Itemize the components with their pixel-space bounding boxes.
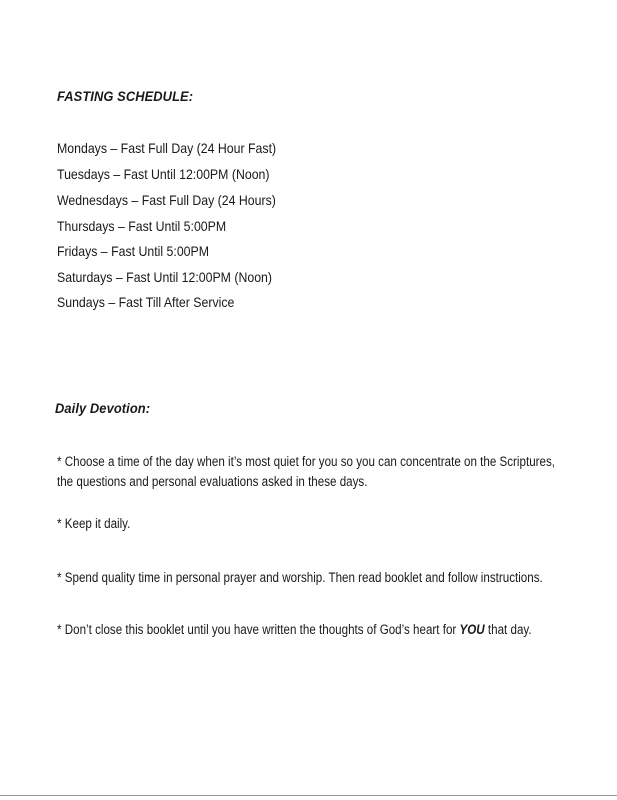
fasting-schedule-heading: FASTING SCHEDULE: — [57, 88, 194, 104]
schedule-item-tuesday: Tuesdays – Fast Until 12:00PM (Noon) — [57, 166, 270, 182]
schedule-item-sunday: Sundays – Fast Till After Service — [57, 294, 235, 310]
schedule-item-saturday: Saturdays – Fast Until 12:00PM (Noon) — [57, 269, 273, 285]
schedule-item-wednesday: Wednesdays – Fast Full Day (24 Hours) — [57, 192, 276, 208]
devotion-point-dont-close-end: that day. — [484, 622, 532, 637]
devotion-point-prayer-worship: * Spend quality time in personal prayer and worship. Then read booklet and follow instructions. — [57, 570, 543, 585]
emphasis-you: YOU — [459, 622, 485, 637]
devotion-point-keep-daily: * Keep it daily. — [57, 516, 131, 531]
schedule-item-friday: Fridays – Fast Until 5:00PM — [57, 243, 210, 259]
devotion-point-quiet-time: * Choose a time of the day when it’s most quiet for you so you can concentrate on the Scriptures, the questions and personal evaluations asked in these days. — [57, 454, 556, 489]
daily-devotion-heading: Daily Devotion: — [55, 400, 151, 416]
schedule-item-thursday: Thursdays – Fast Until 5:00PM — [57, 218, 227, 234]
schedule-item-monday: Mondays – Fast Full Day (24 Hour Fast) — [57, 140, 277, 156]
devotion-point-dont-close-text: * Don’t close this booklet until you have written the thoughts of God’s heart for — [57, 622, 460, 637]
page-bottom-edge — [0, 795, 617, 796]
devotion-point-dont-close — [57, 620, 573, 640]
